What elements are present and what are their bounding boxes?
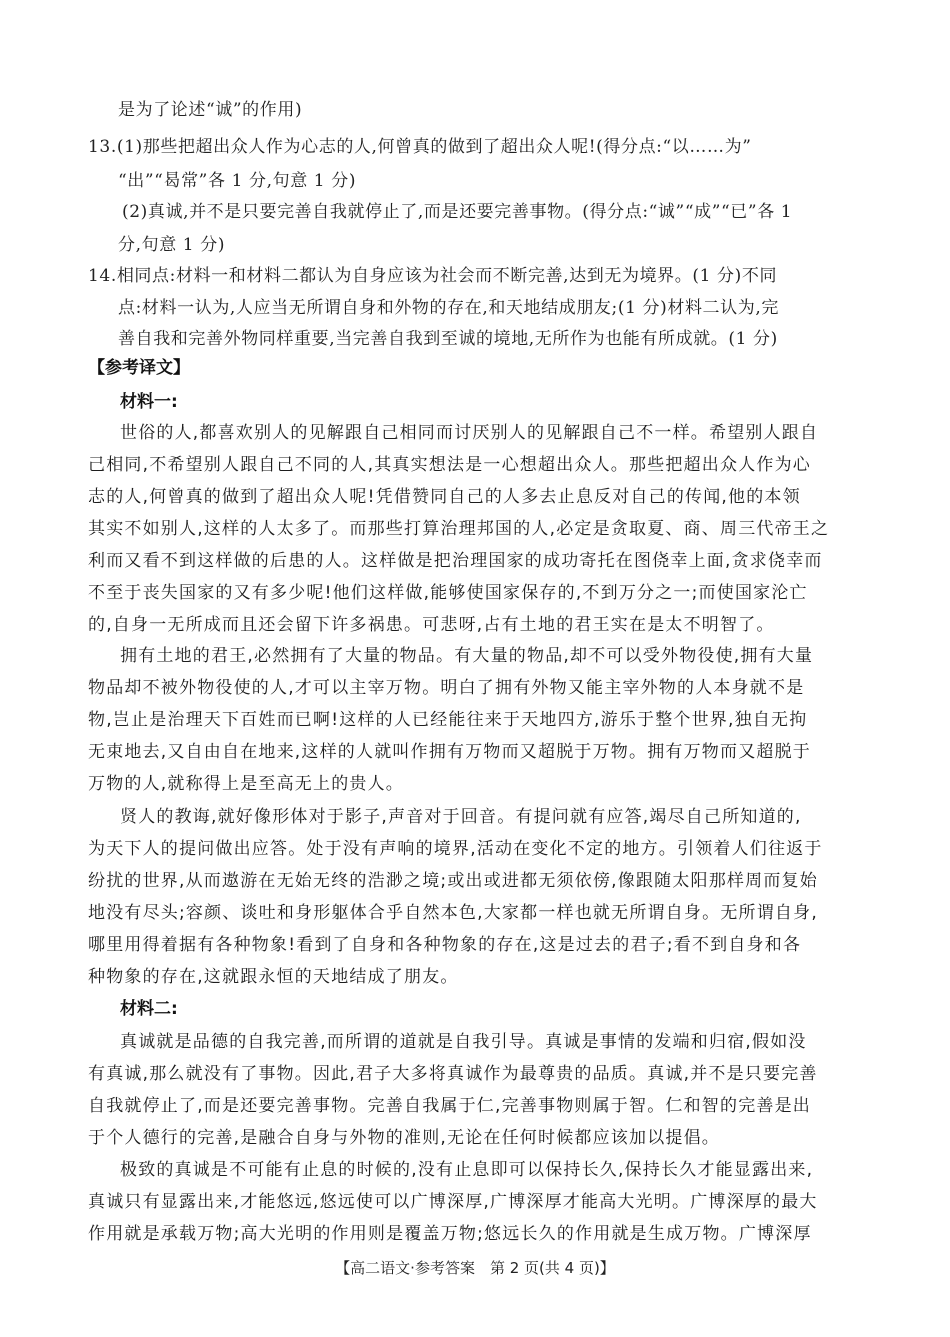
material2-p1-line1: 真诚就是品德的自我完善,而所谓的道就是自我引导。真诚是事情的发端和归宿,假如没 (120, 1032, 807, 1052)
material2-p1-line3: 自我就停止了,而是还要完善事物。完善自我属于仁,完善事物则属于智。仁和智的完善是出 (88, 1096, 812, 1116)
material1-p1-line3: 志的人,何曾真的做到了超出众人呢!凭借赞同自己的人多去止息反对自己的传闻,他的本领 (88, 487, 801, 507)
material-two-title: 材料二: (120, 999, 178, 1019)
material2-p1-line2: 有真诚,那么就没有了事物。因此,君子大多将真诚作为最尊贵的品质。真诚,并不是只要完善 (88, 1064, 818, 1084)
answer-13-2-line1: (2)真诚,并不是只要完善自我就停止了,而是还要完善事物。(得分点:“诚”“成”“已”各 1 (122, 202, 793, 222)
material1-p3-line2: 为天下人的提问做出应答。处于没有声响的境界,活动在变化不定的地方。引领着人们往返于 (88, 839, 823, 859)
answer-line-continuation: 是为了论述“诚”的作用) (118, 100, 303, 120)
material1-p1-line5: 利而又看不到这样做的后患的人。这样做是把治理国家的成功寄托在图侥幸上面,贪求侥幸而 (88, 551, 823, 571)
material1-p2-line2: 物品却不被外物役使的人,才可以主宰万物。明白了拥有外物又能主宰外物的人本身就不是 (88, 678, 805, 698)
material1-p1-line6: 不至于丧失国家的又有多少呢!他们这样做,能够使国家保存的,不到万分之一;而使国家沦亡 (88, 583, 808, 603)
material1-p1-line4: 其实不如别人,这样的人太多了。而那些打算治理邦国的人,必定是贪取夏、商、周三代帝王之 (88, 519, 830, 539)
material1-p3-line4: 地没有尽头;容颜、谈吐和身形躯体合乎自然本色,大家都一样也就无所谓自身。无所谓自身, (88, 903, 818, 923)
material1-p3-line5: 哪里用得着据有各种物象!看到了自身和各种物象的存在,这是过去的君子;看不到自身和各 (88, 935, 802, 955)
material1-p3-line1: 贤人的教诲,就好像形体对于影子,声音对于回音。有提问就有应答,竭尽自己所知道的, (120, 807, 802, 827)
answer-13-1-line1: 13.(1)那些把超出众人作为心志的人,何曾真的做到了超出众人呢!(得分点:“以……为” (88, 137, 752, 157)
material2-p2-line1: 极致的真诚是不可能有止息的时候的,没有止息即可以保持长久,保持长久才能显露出来, (120, 1160, 814, 1180)
material1-p2-line1: 拥有土地的君王,必然拥有了大量的物品。有大量的物品,却不可以受外物役使,拥有大量 (120, 646, 814, 666)
material-one-title: 材料一: (120, 392, 178, 412)
material2-p2-line2: 真诚只有显露出来,才能悠远,悠远使可以广博深厚,广博深厚才能高大光明。广博深厚的最大 (88, 1192, 818, 1212)
page-footer: 【高二语文·参考答案 第 2 页(共 4 页)】 (335, 1259, 615, 1277)
material1-p1-line2: 己相同,不希望别人跟自己不同的人,其真实想法是一心想超出众人。那些把超出众人作为心 (88, 455, 812, 475)
material1-p2-line5: 万物的人,就称得上是至高无上的贵人。 (88, 774, 405, 794)
material1-p3-line3: 纷扰的世界,从而遨游在无始无终的浩渺之境;或出或进都无须依傍,像跟随太阳那样周而复始 (88, 871, 818, 891)
material1-p3-line6: 种物象的存在,这就跟永恒的天地结成了朋友。 (88, 967, 459, 987)
material1-p2-line3: 物,岂止是治理天下百姓而已啊!这样的人已经能往来于天地四方,游乐于整个世界,独自无拘 (88, 710, 808, 730)
material1-p2-line4: 无束地去,又自由自在地来,这样的人就叫作拥有万物而又超脱于万物。拥有万物而又超脱于 (88, 742, 812, 762)
answer-14-line1: 14.相同点:材料一和材料二都认为自身应该为社会而不断完善,达到无为境界。(1 分)不同 (88, 266, 778, 286)
reference-translation-heading: 【参考译文】 (88, 358, 190, 378)
answer-14-line3: 善自我和完善外物同样重要,当完善自我到至诚的境地,无所作为也能有所成就。(1 分) (118, 329, 778, 349)
material1-p1-line7: 的,自身一无所成而且还会留下许多祸患。可悲呀,占有土地的君王实在是太不明智了。 (88, 615, 775, 635)
answer-13-2-line2: 分,句意 1 分) (118, 235, 226, 255)
material2-p1-line4: 于个人德行的完善,是融合自身与外物的准则,无论在任何时候都应该加以提倡。 (88, 1128, 721, 1148)
answer-13-1-line2: “出”“曷常”各 1 分,句意 1 分) (118, 171, 357, 191)
answer-14-line2: 点:材料一认为,人应当无所谓自身和外物的存在,和天地结成朋友;(1 分)材料二认为,完 (118, 298, 779, 318)
material1-p1-line1: 世俗的人,都喜欢别人的见解跟自己相同而讨厌别人的见解跟自己不一样。希望别人跟自 (120, 423, 819, 443)
material2-p2-line3: 作用就是承载万物;高大光明的作用则是覆盖万物;悠远长久的作用就是生成万物。广博深厚 (88, 1224, 812, 1244)
